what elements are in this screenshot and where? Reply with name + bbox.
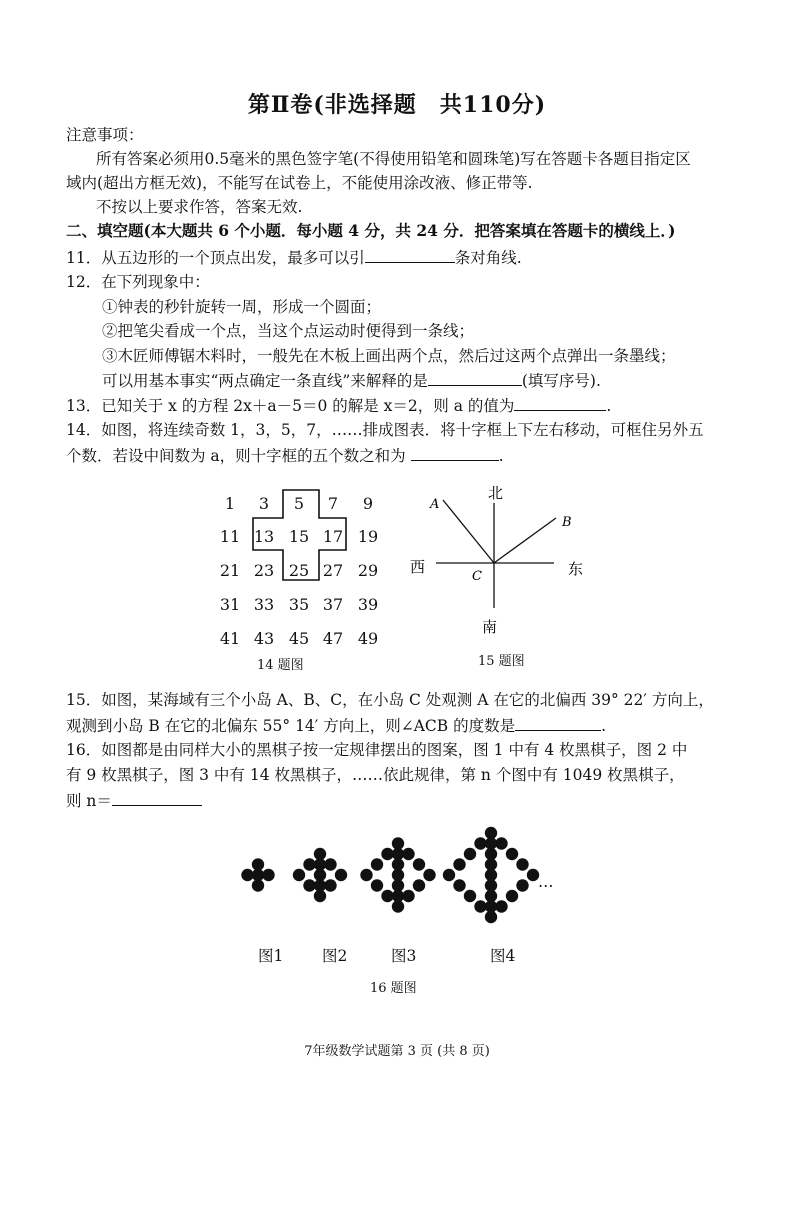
black-stone-fig4 (453, 858, 465, 870)
notice-paragraph-2: 不按以上要求作答，答案无效. (96, 198, 303, 216)
label-east: 东 (568, 560, 584, 578)
figure-label-4: 图4 (490, 947, 516, 965)
grid-number: 9 (362, 494, 374, 513)
figure-16-caption: 16 题图 (370, 981, 417, 996)
grid-number: 31 (219, 595, 241, 614)
notice-paragraph-1a: 所有答案必须用0.5毫米的黑色签字笔(不得使用铅笔和圆珠笔)写在答题卡各题目指定区 (96, 150, 691, 168)
grid-number: 49 (357, 629, 379, 648)
black-stone-fig4 (516, 879, 528, 891)
question-16-line-1: 16．如图都是由同样大小的黑棋子按一定规律摆出的图案，图 1 中有 4 枚黑棋子，图 2 中 (66, 741, 688, 759)
black-stone-fig4 (516, 858, 528, 870)
label-A: A (430, 497, 440, 512)
question-16-line-3 (66, 789, 202, 812)
q12-item-3: ③木匠师傅锯木料时，一般先在木板上画出两个点，然后过这两个点弹出一条墨线； (102, 347, 676, 365)
black-stone-fig3 (413, 879, 425, 891)
figure-16 (236, 805, 576, 1005)
q11-text: 11．从五边形的一个顶点出发，最多可以引 (66, 249, 365, 267)
figure-label-1: 图1 (258, 947, 284, 965)
grid-number: 39 (357, 595, 379, 614)
black-stone-fig4 (485, 900, 497, 912)
black-stone-fig4 (443, 869, 455, 881)
answer-blank (514, 394, 606, 411)
q13-text: 13．已知关于 x 的方程 2x＋a－5＝0 的解是 x＝2，则 a 的值为 (66, 397, 515, 415)
notice-heading: 注意事项： (66, 126, 144, 144)
grid-number: 11 (219, 527, 241, 546)
question-15-line-2 (66, 714, 606, 737)
q15-tail: . (601, 717, 607, 735)
notice-paragraph-1b: 域内(超出方框无效)，不能写在试卷上，不能使用涂改液、修正带等. (66, 174, 533, 192)
q12-item-2: ②把笔尖看成一个点，当这个点运动时便得到一条线； (102, 322, 475, 340)
figure-label-2: 图2 (322, 947, 348, 965)
label-west: 西 (410, 558, 426, 576)
black-stone-fig3 (392, 890, 404, 902)
grid-number: 29 (357, 561, 379, 580)
question-15-line-1: 15．如图，某海域有三个小岛 A、B、C，在小岛 C 处观测 A 在它的北偏西 39° 22′ 方向上， (66, 691, 714, 709)
q14-text: 个数．若设中间数为 a，则十字框的五个数之和为 (66, 447, 406, 465)
grid-number: 37 (322, 595, 344, 614)
figure-15 (398, 478, 608, 678)
ellipsis: … (538, 873, 554, 891)
question-12: 12．在下列现象中： (66, 273, 210, 291)
black-stone-fig3 (371, 879, 383, 891)
black-stone-fig2 (335, 869, 347, 881)
black-stone-fig4 (464, 890, 476, 902)
page-footer: 7年级数学试题第 3 页 (共 8 页) (304, 1044, 490, 1059)
label-north: 北 (488, 484, 504, 502)
question-16-line-2: 有 9 枚黑棋子，图 3 中有 14 枚黑棋子，……依此规律，第 n 个图中有 1049 枚黑棋子， (66, 766, 685, 784)
black-stone-fig1 (252, 869, 264, 881)
label-C: C (472, 569, 482, 584)
label-south: 南 (482, 618, 498, 636)
grid-number: 27 (322, 561, 344, 580)
black-stone-fig3 (423, 869, 435, 881)
grid-number: 1 (224, 494, 236, 513)
section-heading: 二、填空题(本大题共 6 个小题．每小题 4 分，共 24 分．把答案填在答题卡的横线上．) (66, 221, 676, 240)
compass-diagram (398, 478, 608, 648)
figure-label-3: 图3 (391, 947, 417, 965)
q11-tail: 条对角线. (454, 249, 522, 267)
label-B: B (562, 515, 572, 530)
black-stone-fig2 (314, 879, 326, 891)
grid-number: 15 (288, 527, 310, 546)
grid-number: 21 (219, 561, 241, 580)
grid-number: 35 (288, 595, 310, 614)
q16-text: 则 n＝ (66, 792, 112, 810)
black-stone-fig3 (360, 869, 372, 881)
answer-blank (515, 714, 601, 731)
grid-number: 41 (219, 629, 241, 648)
answer-blank (112, 789, 202, 806)
answer-blank (365, 246, 455, 263)
grid-number: 47 (322, 629, 344, 648)
q12-ask (102, 369, 601, 392)
question-13 (66, 394, 611, 417)
black-stone-fig4 (464, 848, 476, 860)
answer-blank (428, 369, 522, 386)
grid-number: 43 (253, 629, 275, 648)
q13-tail: . (606, 397, 612, 415)
black-stone-fig3 (413, 858, 425, 870)
figure-15-caption: 15 题图 (478, 654, 525, 669)
figure-14-caption: 14 题图 (257, 658, 304, 673)
page-title: 第Ⅱ卷(非选择题 共110分) (247, 92, 547, 118)
grid-number: 45 (288, 629, 310, 648)
grid-number: 7 (327, 494, 339, 513)
grid-number: 25 (288, 561, 310, 580)
grid-number: 23 (253, 561, 275, 580)
q12-ask-tail: (填写序号). (521, 372, 601, 390)
grid-number: 5 (293, 494, 305, 513)
question-11 (66, 246, 522, 269)
q15-text: 观测到小岛 B 在它的北偏东 55° 14′ 方向上，则∠ACB 的度数是 (66, 717, 516, 735)
question-14-line-1: 14．如图，将连续奇数 1，3，5，7，……排成图表．将十字框上下左右移动，可框住另外五 (66, 421, 704, 439)
q14-tail: . (498, 447, 504, 465)
grid-number: 3 (258, 494, 270, 513)
q12-item-1: ①钟表的秒针旋转一周，形成一个圆面； (102, 298, 382, 316)
answer-blank (411, 444, 499, 461)
black-stone-fig3 (371, 858, 383, 870)
black-stone-fig2 (293, 869, 305, 881)
figure-14 (213, 488, 393, 678)
q12-ask-text: 可以用基本事实“两点确定一条直线”来解释的是 (102, 372, 428, 390)
black-stone-fig4 (506, 848, 518, 860)
black-stone-fig4 (453, 879, 465, 891)
grid-number: 33 (253, 595, 275, 614)
stone-patterns (236, 805, 576, 945)
black-stone-fig4 (506, 890, 518, 902)
question-14-line-2 (66, 444, 504, 467)
grid-number: 19 (357, 527, 379, 546)
grid-number: 13 (253, 527, 275, 546)
grid-number: 17 (322, 527, 344, 546)
